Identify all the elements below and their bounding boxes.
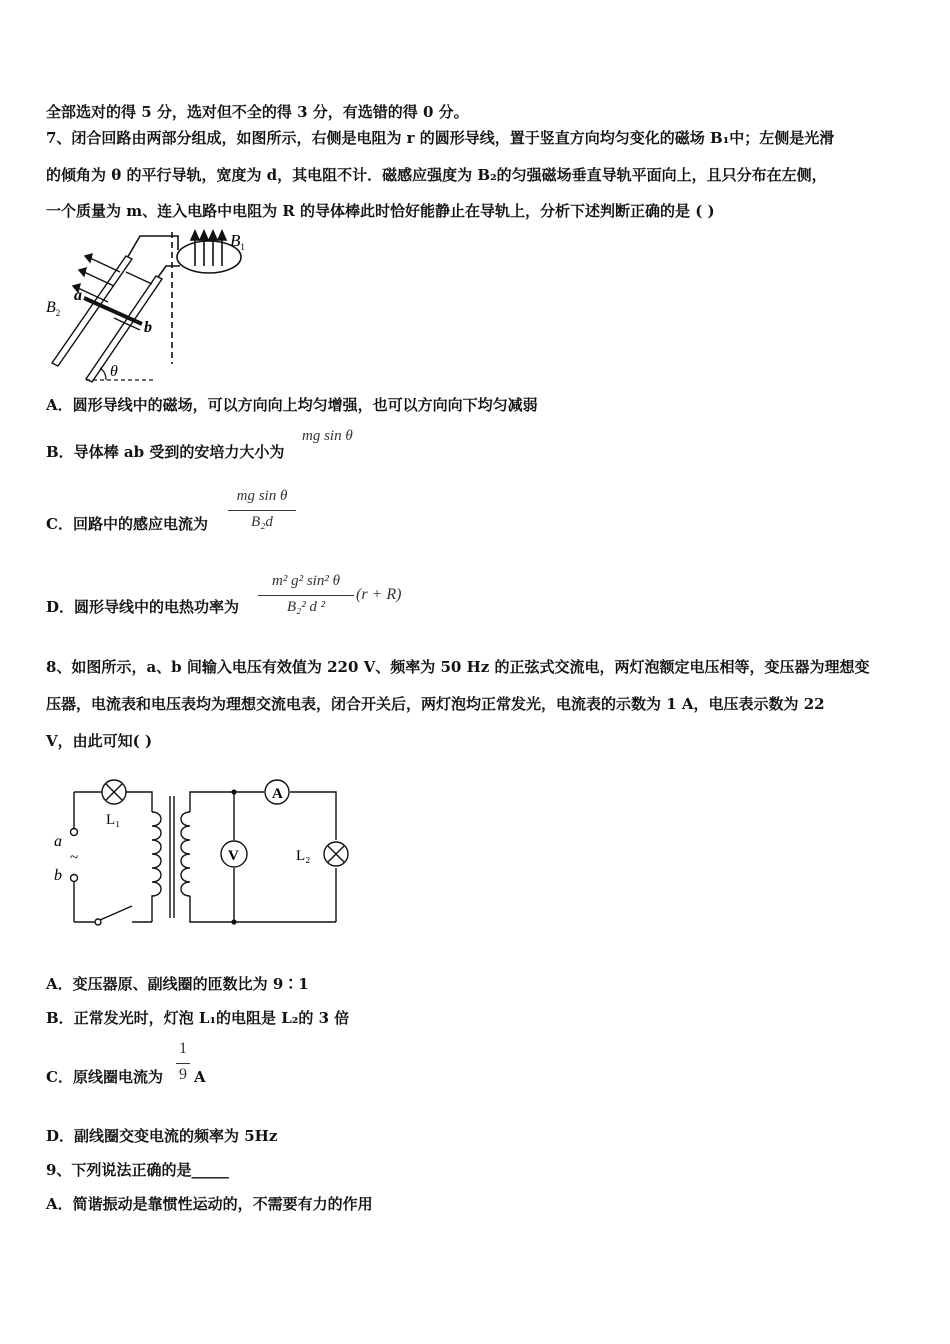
q7-label-theta: θ xyxy=(110,363,118,380)
q7-option-d-numerator: m² g² sin² θ xyxy=(272,573,340,589)
q8-terminal-b xyxy=(71,875,78,882)
q7-stem-line-2: 的倾角为 θ 的平行导轨，宽度为 d，其电阻不计．磁感应强度为 B₂的匀强磁场垂直导轨平面向上，且只分布在左侧， xyxy=(46,166,827,184)
q8-option-c-numerator: 1 xyxy=(179,1040,187,1057)
q8-voltmeter-label: V xyxy=(228,848,239,864)
q8-switch-pivot xyxy=(95,919,101,925)
q8-junction-bottom xyxy=(231,919,236,924)
q8-option-c-fraction-bar xyxy=(176,1063,190,1064)
q8-lamp-l2-label: L₂ xyxy=(296,848,311,864)
q7-option-d-denominator: B₂² d ² xyxy=(286,599,326,615)
q8-ac-symbol: ~ xyxy=(70,850,79,866)
q7-option-b-math: mg sin θ xyxy=(302,428,353,444)
q7-option-d-text: D．圆形导线中的电热功率为 xyxy=(46,598,240,616)
q9-stem: 9、下列说法正确的是_____ xyxy=(46,1161,229,1179)
q8-stem-line-2: 压器，电流表和电压表均为理想交流电表，闭合开关后，两灯泡均正常发光，电流表的示数为 1 A，电压表示数为 22 xyxy=(46,695,825,713)
q8-terminal-b-label: b xyxy=(54,867,62,884)
q7-option-c-fraction-bar xyxy=(228,510,296,511)
q8-primary-coil xyxy=(152,812,161,902)
q7-rail-loop-figure xyxy=(44,226,274,384)
q7-option-d-tail: (r + R) xyxy=(356,586,402,603)
q8-stem-line-3: V，由此可知( ) xyxy=(46,732,153,750)
q8-option-b: B．正常发光时，灯泡 L₁的电阻是 L₂的 3 倍 xyxy=(46,1009,350,1027)
q8-stem-line-1: 8、如图所示，a、b 间输入电压有效值为 220 V、频率为 50 Hz 的正弦式交流电，两灯泡额定电压相等，变压器为理想变 xyxy=(46,658,870,676)
q7-b1-field-arrows xyxy=(191,231,226,266)
q7-option-b xyxy=(46,442,284,462)
q7-option-c-denominator: B₂d xyxy=(251,514,273,530)
q8-junction-top xyxy=(231,789,236,794)
q8-lamp-l1-label: L₁ xyxy=(106,812,121,828)
q7-label-b: b xyxy=(144,319,152,336)
q9-option-a: A．简谐振动是靠惯性运动的，不需要有力的作用 xyxy=(46,1195,373,1213)
q8-transformer-circuit-figure xyxy=(46,770,366,932)
q8-option-c xyxy=(46,1067,163,1087)
q8-option-c-denominator: 9 xyxy=(179,1066,187,1083)
q8-terminal-a xyxy=(71,829,78,836)
q7-option-d xyxy=(46,597,239,617)
q7-option-c-numerator: mg sin θ xyxy=(236,488,288,504)
q8-switch[interactable] xyxy=(100,906,132,920)
q7-wire-top xyxy=(126,236,178,260)
q7-stem-line-1: 7、闭合回路由两部分组成，如图所示，右侧是电阻为 r 的圆形导线，置于竖直方向均匀变化的磁场 B₁中；左侧是光滑 xyxy=(46,129,835,147)
q7-option-a: A．圆形导线中的磁场，可以方向向上均匀增强，也可以方向向下均匀减弱 xyxy=(46,396,538,414)
q8-secondary-coil xyxy=(181,812,190,896)
q8-ammeter-label: A xyxy=(272,786,283,802)
q8-wire-secondary-top xyxy=(190,792,264,812)
q7-option-d-fraction-bar xyxy=(258,595,354,596)
q8-option-d: D．副线圈交变电流的频率为 5Hz xyxy=(46,1127,278,1145)
q8-option-a: A．变压器原、副线圈的匝数比为 9∶1 xyxy=(46,975,309,993)
q8-option-c-text: C．原线圈电流为 xyxy=(46,1068,163,1086)
q8-wire-top-primary xyxy=(126,792,152,812)
q7-stem-line-3: 一个质量为 m、连入电路中电阻为 R 的导体棒此时恰好能静止在导轨上，分析下述判断正确的是 ( ) xyxy=(46,202,715,220)
q7-label-a: a xyxy=(74,287,82,304)
q8-wire-secondary-bottom xyxy=(190,896,336,922)
q8-option-c-unit: A xyxy=(194,1068,206,1086)
q7-option-b-text: B．导体棒 ab 受到的安培力大小为 xyxy=(46,443,285,461)
scoring-rule-text: 全部选对的得 5 分，选对但不全的得 3 分，有选错的得 0 分。 xyxy=(46,103,469,121)
q7-label-b1: $B_1$ xyxy=(230,231,245,252)
q7-label-b2: $B_2$ xyxy=(46,299,61,318)
q7-left-rail xyxy=(52,256,132,366)
q7-option-c-text: C．回路中的感应电流为 xyxy=(46,515,208,533)
q7-option-c xyxy=(46,514,208,534)
q8-terminal-a-label: a xyxy=(54,833,62,850)
q8-wire-secondary-right-top xyxy=(290,792,336,840)
